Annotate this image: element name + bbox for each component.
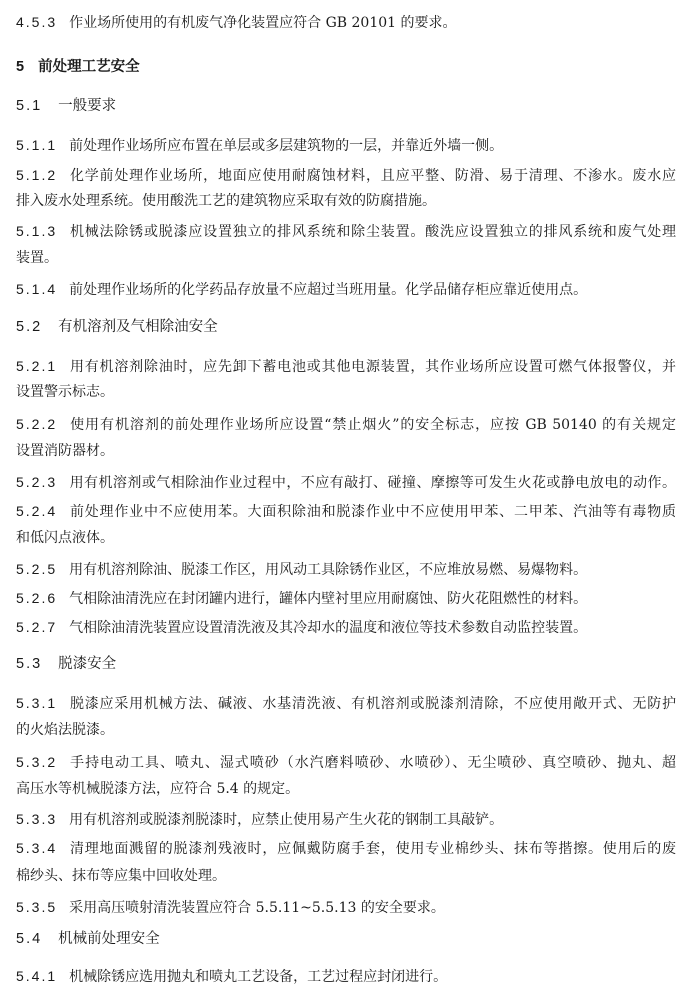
clause-text: 前处理作业场所的化学药品存放量不应超过当班用量。化学品储存柜应靠近使用点。: [69, 282, 588, 298]
clause-number: 5.3.1: [16, 695, 58, 711]
clause-text: 用有机溶剂除油时，应先卸下蓄电池或其他电源装置，其作业场所应设置可燃气体报警仪，并: [69, 359, 676, 375]
clause-number: 5.2.4: [16, 503, 58, 519]
clause-number: 5.3.4: [16, 840, 58, 856]
clause-5-3-1-continuation: 的火焰法脱漆。: [16, 722, 114, 738]
clause-text: 前处理作业场所应布置在单层或多层建筑物的一层，并靠近外墙一侧。: [69, 138, 504, 154]
subsection-title: 一般要求: [58, 98, 117, 114]
clause-5-1-2-continuation: 排入废水处理系统。使用酸洗工艺的建筑物应采取有效的防腐措施。: [16, 193, 436, 209]
subsection-heading-5-2: [16, 317, 676, 337]
clause-5-3-4: [16, 838, 676, 859]
clause-5-2-3: [16, 472, 676, 493]
clause-number: 5.1.3: [16, 223, 58, 239]
clause-5-2-4: [16, 501, 676, 522]
clause-5-1-3-continuation: 装置。: [16, 250, 58, 266]
clause-number: 5.1.4: [16, 281, 58, 297]
subsection-title: 机械前处理安全: [58, 931, 160, 947]
clause-number: 5.2.3: [16, 474, 58, 490]
clause-number: 5.3.3: [16, 811, 58, 827]
clause-5-2-6: [16, 588, 676, 609]
clause-5-2-1-continuation: 设置警示标志。: [16, 384, 114, 400]
clause-text: 用有机溶剂除油、脱漆工作区，用风动工具除锈作业区，不应堆放易燃、易爆物料。: [69, 562, 588, 578]
clause-text: 前处理作业中不应使用苯。大面积除油和脱漆作业中不应使用甲苯、二甲苯、汽油等有毒物质: [69, 504, 676, 520]
clause-number: 5.2.6: [16, 590, 58, 606]
clause-number: 5.3.5: [16, 899, 58, 915]
clause-text: 用有机溶剂或气相除油作业过程中，不应有敲打、碰撞、摩擦等可发生火花或静电放电的动作。: [69, 475, 676, 491]
clause-5-2-4-continuation: 和低闪点液体。: [16, 530, 114, 546]
subsection-number: 5.2: [16, 319, 43, 335]
clause-number: 5.1.1: [16, 137, 58, 153]
clause-number: 4.5.3: [16, 14, 58, 30]
clause-text: 化学前处理作业场所，地面应使用耐腐蚀材料，且应平整、防滑、易于清理、不渗水。废水应: [69, 168, 676, 184]
subsection-heading-5-3: [16, 654, 676, 674]
subsection-number: 5.4: [16, 931, 43, 947]
clause-text: 脱漆应采用机械方法、碱液、水基清洗液、有机溶剂或脱漆剂清除，不应使用敞开式、无防护: [69, 696, 676, 712]
clause-5-3-2-continuation: 高压水等机械脱漆方法，应符合 5.4 的规定。: [16, 781, 300, 797]
clause-text: 气相除油清洗应在封闭罐内进行，罐体内壁衬里应用耐腐蚀、防火花阻燃性的材料。: [69, 591, 588, 607]
clause-5-2-7: [16, 617, 676, 638]
clause-text: 机械除锈应选用抛丸和喷丸工艺设备，工艺过程应封闭进行。: [69, 969, 448, 985]
clause-text: 清理地面溅留的脱漆剂残液时，应佩戴防腐手套，使用专业棉纱头、抹布等揩擦。使用后的废: [69, 841, 676, 857]
clause-5-2-2: [16, 414, 676, 435]
clause-5-2-1: [16, 356, 676, 377]
clause-5-3-1: [16, 693, 676, 714]
subsection-number: 5.3: [16, 656, 43, 672]
section-heading-5: [16, 57, 676, 77]
section-title: 前处理工艺安全: [38, 59, 140, 75]
subsection-title: 脱漆安全: [58, 656, 117, 672]
subsection-heading-5-4: [16, 929, 676, 949]
clause-text: 作业场所使用的有机废气净化装置应符合 GB 20101 的要求。: [69, 15, 457, 31]
clause-5-1-3: [16, 221, 676, 242]
clause-4-5-3: [16, 12, 676, 33]
subsection-heading-5-1: [16, 96, 676, 116]
clause-text: 用有机溶剂或脱漆剂脱漆时，应禁止使用易产生火花的钢制工具敲铲。: [69, 812, 504, 828]
clause-number: 5.2.7: [16, 619, 58, 635]
clause-5-2-5: [16, 559, 676, 580]
clause-5-3-3: [16, 809, 676, 830]
clause-5-3-4-continuation: 棉纱头、抹布等应集中回收处理。: [16, 868, 226, 884]
subsection-title: 有机溶剂及气相除油安全: [58, 319, 218, 335]
clause-5-4-1: [16, 966, 676, 987]
clause-5-1-1: [16, 135, 676, 156]
clause-5-2-2-continuation: 设置消防器材。: [16, 443, 114, 459]
clause-number: 5.2.1: [16, 358, 58, 374]
clause-number: 5.3.2: [16, 754, 58, 770]
clause-text: 气相除油清洗装置应设置清洗液及其冷却水的温度和液位等技术参数自动监控装置。: [69, 620, 588, 636]
clause-text: 使用有机溶剂的前处理作业场所应设置“禁止烟火”的安全标志，应按 GB 50140 的有关规定: [69, 417, 676, 433]
clause-text: 机械法除锈或脱漆应设置独立的排风系统和除尘装置。酸洗应设置独立的排风系统和废气处理: [69, 224, 676, 240]
clause-number: 5.2.2: [16, 416, 58, 432]
clause-5-3-5: [16, 897, 676, 918]
clause-text: 采用高压喷射清洗装置应符合 5.5.11~5.5.13 的安全要求。: [69, 900, 445, 916]
section-number: 5: [16, 59, 25, 75]
clause-number: 5.4.1: [16, 968, 58, 984]
clause-5-1-2: [16, 165, 676, 186]
subsection-number: 5.1: [16, 98, 43, 114]
clause-number: 5.1.2: [16, 167, 58, 183]
clause-5-1-4: [16, 279, 676, 300]
clause-5-3-2: [16, 752, 676, 773]
clause-number: 5.2.5: [16, 561, 58, 577]
clause-text: 手持电动工具、喷丸、湿式喷砂（水汽磨料喷砂、水喷砂）、无尘喷砂、真空喷砂、抛丸、超: [69, 755, 676, 771]
